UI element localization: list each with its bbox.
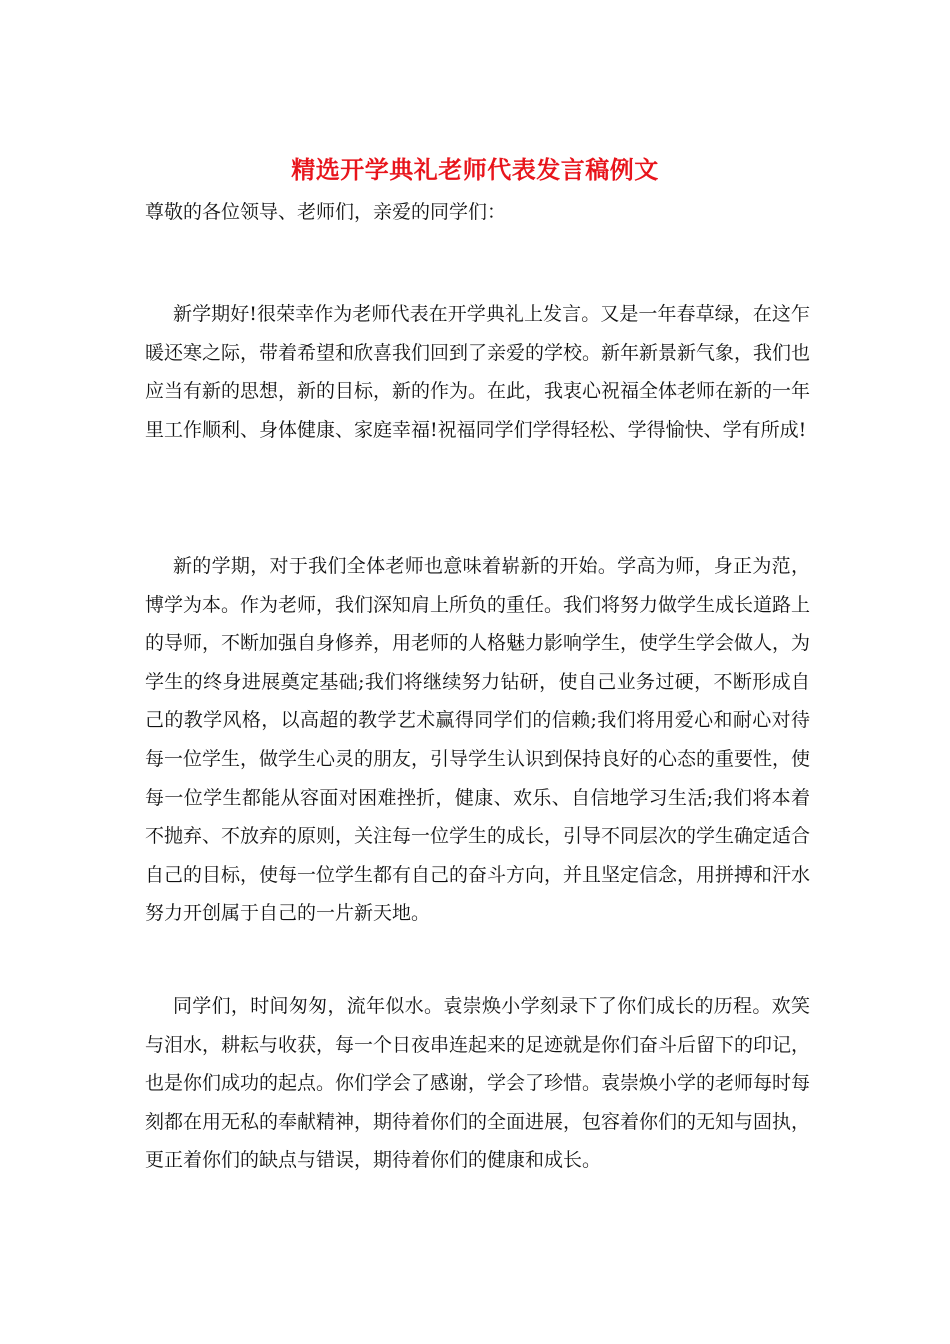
document-title: 精选开学典礼老师代表发言稿例文 [291, 155, 659, 184]
paragraph-1: 新学期好!很荣幸作为老师代表在开学典礼上发言。又是一年春草绿，在这乍暖还寒之际，带着希望和欣喜我们回到了亲爱的学校。新年新景新气象，我们也应当有新的思想，新的目标，新的作为。在此，我衷心祝福全体老师在新的一年里工作顺利、身体健康、家庭幸福!祝福同学们学得轻松、学得愉快、学有所成! [145, 303, 811, 441]
paragraph-3: 同学们，时间匆匆，流年似水。袁崇焕小学刻录下了你们成长的历程。欢笑与泪水，耕耘与收获，每一个日夜串连起来的足迹就是你们奋斗后留下的印记，也是你们成功的起点。你们学会了感谢，学会了珍惜。袁崇焕小学的老师每时每刻都在用无私的奉献精神，期待着你们的全面进展，包容着你们的无知与固执，更正着你们的缺点与错误，期待着你们的健康和成长。 [145, 995, 811, 1172]
salutation: 尊敬的各位领导、老师们，亲爱的同学们： [145, 201, 507, 223]
paragraph-2: 新的学期，对于我们全体老师也意味着崭新的开始。学高为师，身正为范，博学为本。作为老师，我们深知肩上所负的重任。我们将努力做学生成长道路上的导师，不断加强自身修养，用老师的人格魅力影响学生，使学生学会做人，为学生的终身进展奠定基础;我们将继续努力钻研，使自己业务过硬，不断形成自己的教学风格，以高超的教学艺术赢得同学们的信赖;我们将用爱心和耐心对待每一位学生，做学生心灵的朋友，引导学生认识到保持良好的心态的重要性，使每一位学生都能从容面对困难挫折，健康、欢乐、自信地学习生活;我们将本着不抛弃、不放弃的原则，关注每一位学生的成长，引导不同层次的学生确定适合自己的目标，使每一位学生都有自己的奋斗方向，并且坚定信念，用拼搏和汗水努力开创属于自己的一片新天地。 [145, 555, 811, 925]
